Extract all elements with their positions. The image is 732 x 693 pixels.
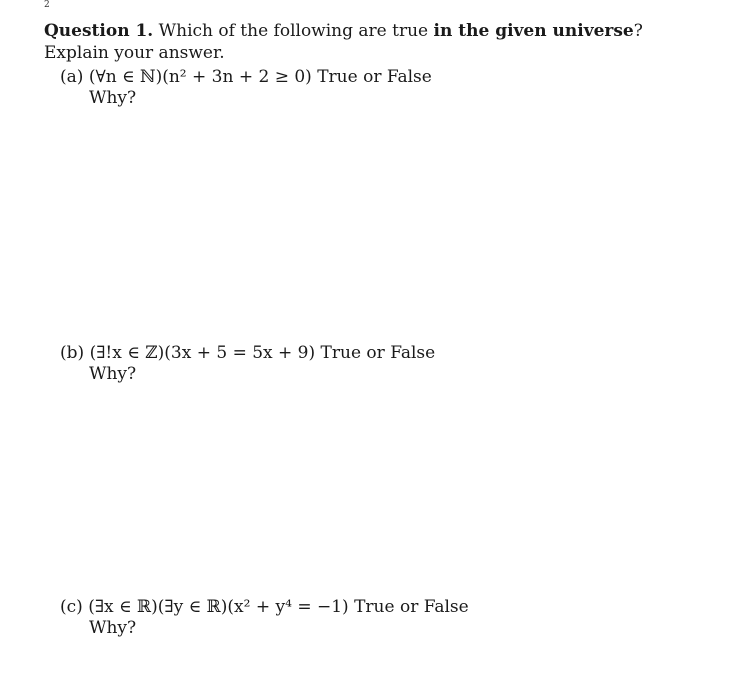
part-c-choice: True or False [354,597,469,617]
part-c-why: Why? [89,618,137,638]
part-a [60,67,432,109]
part-a-choice: True or False [317,67,432,87]
part-b-why: Why? [89,364,137,384]
part-a-statement: (∀n ∈ ℕ)(n² + 3n + 2 ≥ 0) [88,67,312,87]
question-label: Question 1. [44,21,154,41]
question-intro-after: ? Explain your answer. [44,21,643,63]
part-a-why: Why? [89,88,137,108]
page-number: 2 [44,0,50,10]
question-intro-bold: in the given universe [433,21,634,41]
question-header [44,20,684,64]
part-b [60,343,435,385]
part-b-choice: True or False [320,343,436,363]
part-c-answer-space[interactable] [60,642,680,687]
part-c-label: (c) [60,597,83,617]
part-a-answer-space[interactable] [60,112,680,337]
part-c [60,597,469,639]
part-b-answer-space[interactable] [60,388,680,588]
part-b-label: (b) [60,343,85,363]
part-c-statement: (∃x ∈ ℝ)(∃y ∈ ℝ)(x² + y⁴ = −1) [88,597,349,617]
part-a-label: (a) [60,67,84,87]
part-b-statement: (∃!x ∈ ℤ)(3x + 5 = 5x + 9) [89,343,316,363]
question-intro-before: Which of the following are true [158,21,429,41]
